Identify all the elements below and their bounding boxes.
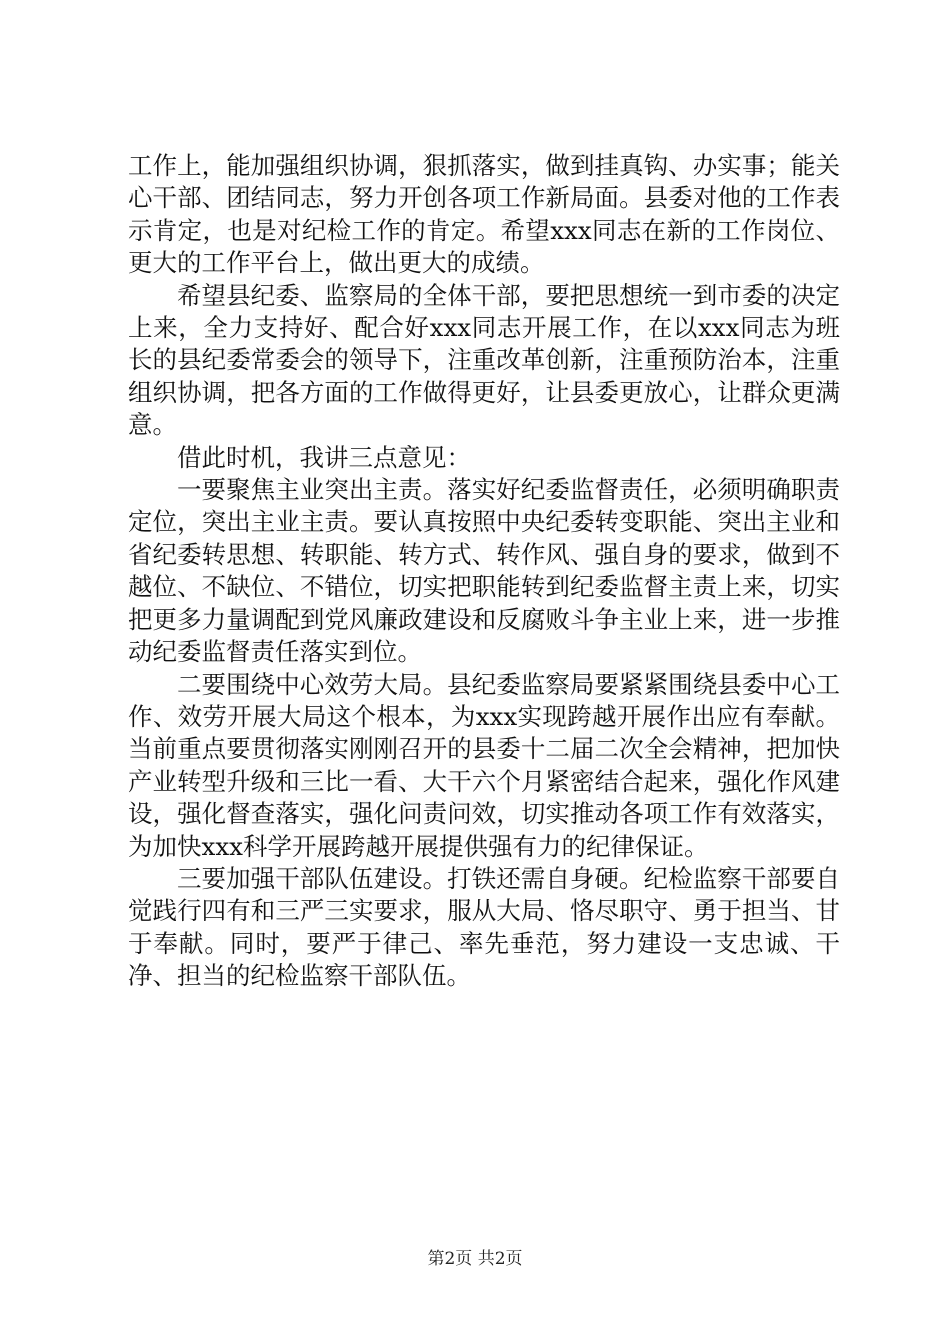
paragraph-continuation: 工作上，能加强组织协调，狠抓落实，做到挂真钩、办实事；能关心干部、团结同志，努力开创各项工作新局面。县委对他的工作表示肯定，也是对纪检工作的肯定。希望xxx同志在新的工作岗位、更大的工作平台上，做出更大的成绩。 bbox=[128, 151, 840, 278]
paragraph-opinion-one: 一要聚焦主业突出主责。落实好纪委监督责任，必须明确职责定位，突出主业主责。要认真按照中央纪委转变职能、突出主业和省纪委转思想、转职能、转方式、转作风、强自身的要求，做到不越位、不缺位、不错位，切实把职能转到纪委监督主责上来，切实把更多力量调配到党风廉政建设和反腐败斗争主业上来，进一步推动纪委监督责任落实到位。 bbox=[128, 475, 840, 667]
paragraph-opinion-three: 三要加强干部队伍建设。打铁还需自身硬。纪检监察干部要自觉践行四有和三严三实要求，服从大局、恪尽职守、勇于担当、甘于奉献。同时，要严于律己、率先垂范，努力建设一支忠诚、干净、担当的纪检监察干部队伍。 bbox=[128, 863, 840, 991]
document-body bbox=[128, 150, 840, 993]
paragraph-support-work: 希望县纪委、监察局的全体干部，要把思想统一到市委的决定上来，全力支持好、配合好xxx同志开展工作，在以xxx同志为班长的县纪委常委会的领导下，注重改革创新，注重预防治本，注重组织协调，把各方面的工作做得更好，让县委更放心，让群众更满意。 bbox=[128, 280, 840, 440]
page-number-footer: 第2页 共2页 bbox=[427, 1249, 523, 1269]
paragraph-intro-opinions: 借此时机，我讲三点意见： bbox=[177, 442, 471, 472]
paragraph-opinion-two: 二要围绕中心效劳大局。县纪委监察局要紧紧围绕县委中心工作、效劳开展大局这个根本，为xxx实现跨越开展作出应有奉献。当前重点要贯彻落实刚刚召开的县委十二届二次全会精神，把加快产业转型升级和三比一看、大干六个月紧密结合起来，强化作风建设，强化督查落实，强化问责问效，切实推动各项工作有效落实，为加快xxx科学开展跨越开展提供强有力的纪律保证。 bbox=[128, 669, 840, 861]
